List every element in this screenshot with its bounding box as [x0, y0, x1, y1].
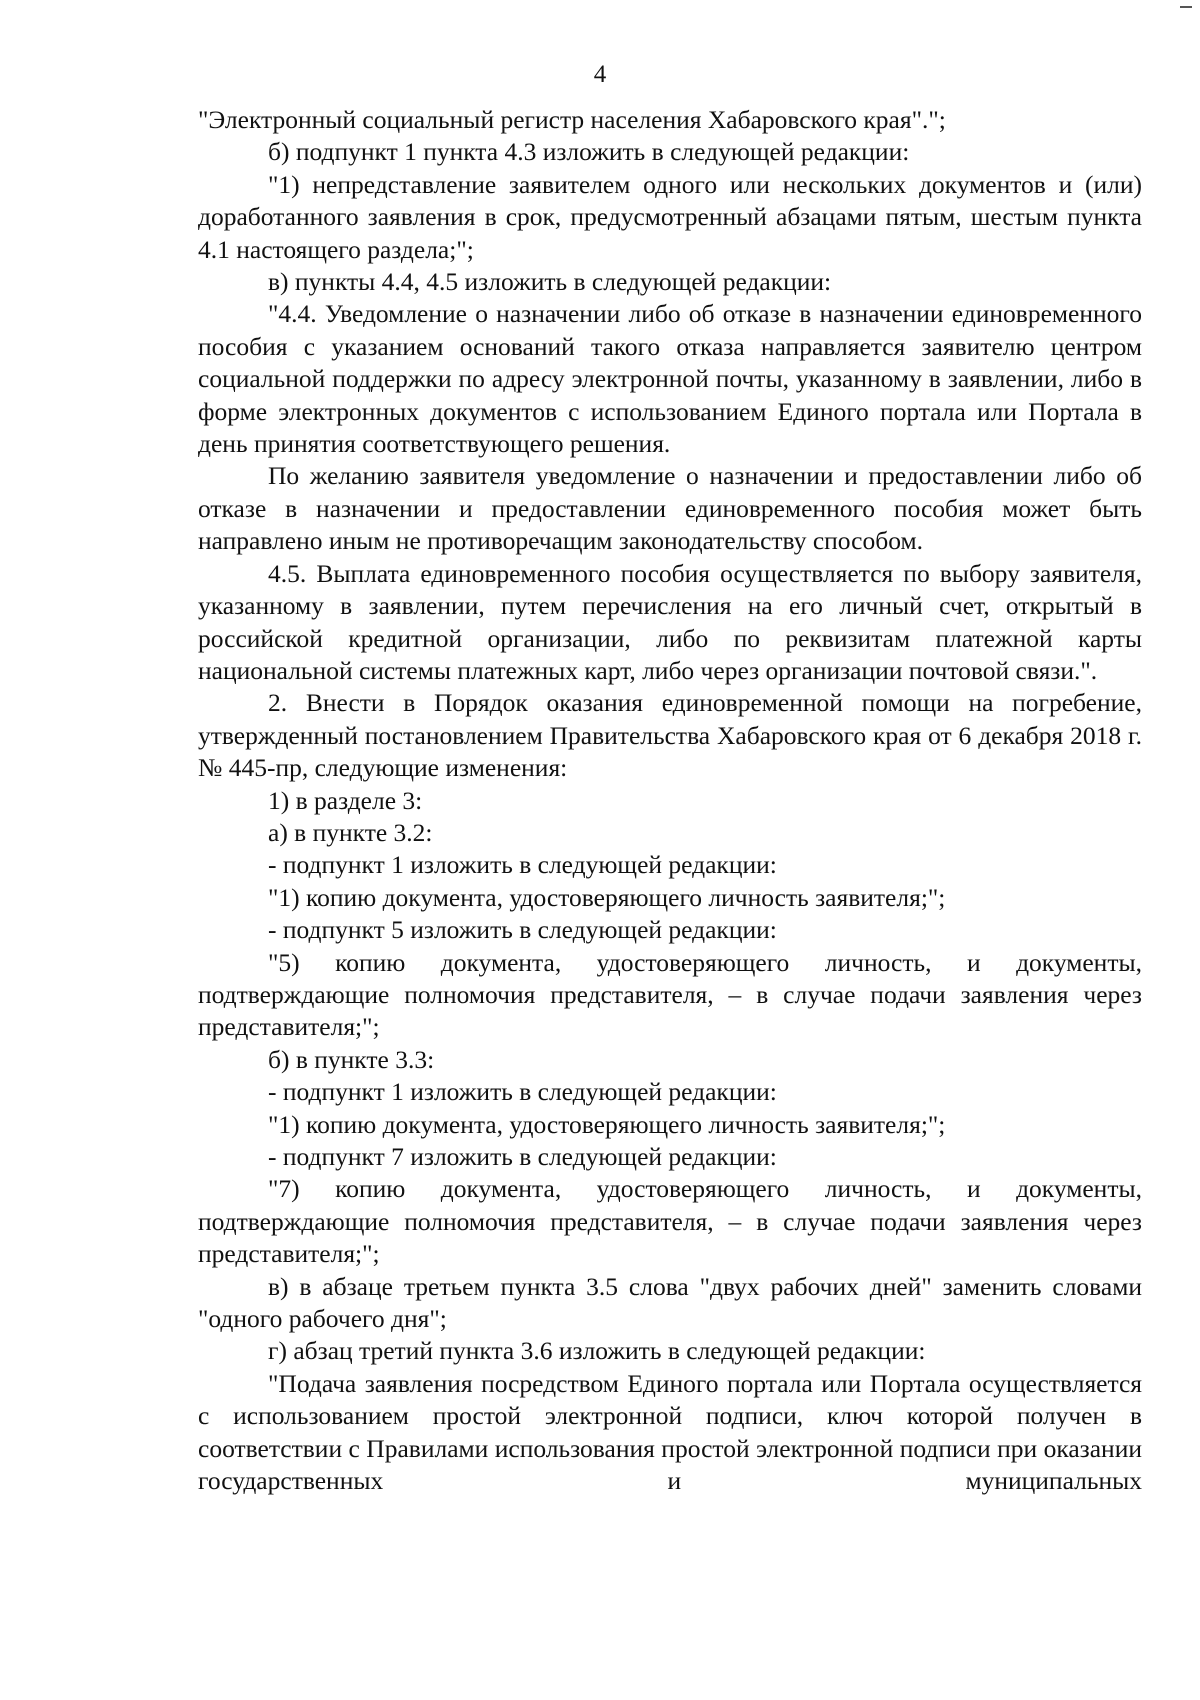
- paragraph: 2. Внести в Порядок оказания единовременной помощи на погребение, утвержденный постановлением Правительства Хабаровского края от 6 декабря 2018 г. № 445-пр, следующие изменения:: [198, 688, 1142, 783]
- paragraph: "5) копию документа, удостоверяющего личность, и документы, подтверждающие полномочия представителя, – в случае подачи заявления через представителя;";: [198, 947, 1142, 1042]
- paragraph: б) в пункте 3.3:: [268, 1044, 435, 1074]
- paragraph: "Электронный социальный регистр населения Хабаровского края".";: [198, 105, 946, 134]
- paragraph: "Подача заявления посредством Единого портала или Портала осуществляется с использованием простой электронной подписи, ключ которой получен в соответствии с Правилами использования простой электронной подписи при оказании государственных и муниципальных: [198, 1368, 1142, 1496]
- paragraph: По желанию заявителя уведомление о назначении и предоставлении либо об отказе в назначении и предоставлении единовременного пособия может быть направлено иным не противоречащим законодательству способом.: [198, 461, 1142, 556]
- paragraph: - подпункт 7 изложить в следующей редакции:: [268, 1142, 777, 1171]
- paragraph: "7) копию документа, удостоверяющего личность, и документы, подтверждающие полномочия представителя, – в случае подачи заявления через представителя;";: [198, 1174, 1142, 1269]
- paragraph: г) абзац третий пункта 3.6 изложить в следующей редакции:: [268, 1336, 926, 1366]
- paragraph: а) в пункте 3.2:: [268, 817, 433, 847]
- paragraph: 4.5. Выплата единовременного пособия осуществляется по выбору заявителя, указанному в заявлении, путем перечисления на его личный счет, открытый в российской кредитной организации, либо по реквизитам платежной карты национальной системы платежных карт, либо через организации почтовой связи.".: [198, 558, 1142, 685]
- paragraph: "4.4. Уведомление о назначении либо об отказе в назначении единовременного пособия с указанием оснований такого отказа направляется заявителю центром социальной поддержки по адресу электронной почты, указанному в заявлении, либо в форме электронных документов с использованием Единого портала или Портала в день принятия соответствующего решения.: [198, 299, 1142, 459]
- paragraph: - подпункт 5 изложить в следующей редакции:: [268, 915, 777, 945]
- paragraph: "1) копию документа, удостоверяющего личность заявителя;";: [268, 882, 946, 912]
- paragraph: - подпункт 1 изложить в следующей редакции:: [268, 850, 777, 880]
- paragraph: б) подпункт 1 пункта 4.3 изложить в следующей редакции:: [268, 137, 910, 167]
- scan-corner-mark: [1180, 6, 1192, 8]
- paragraph: "1) копию документа, удостоверяющего личность заявителя;";: [268, 1109, 946, 1139]
- document-body: [198, 104, 1142, 1497]
- paragraph: "1) непредставление заявителем одного или нескольких документов и (или) доработанного заявления в срок, предусмотренный абзацами пятым, шестым пункта 4.1 настоящего раздела;";: [198, 169, 1142, 264]
- paragraph: в) пункты 4.4, 4.5 изложить в следующей редакции:: [268, 267, 832, 297]
- paragraph: 1) в разделе 3:: [268, 785, 423, 815]
- paragraph: - подпункт 1 изложить в следующей редакции:: [268, 1077, 777, 1107]
- page-number: 4: [593, 61, 607, 88]
- paragraph: в) в абзаце третьем пункта 3.5 слова "двух рабочих дней" заменить словами "одного рабочего дня";: [198, 1271, 1142, 1334]
